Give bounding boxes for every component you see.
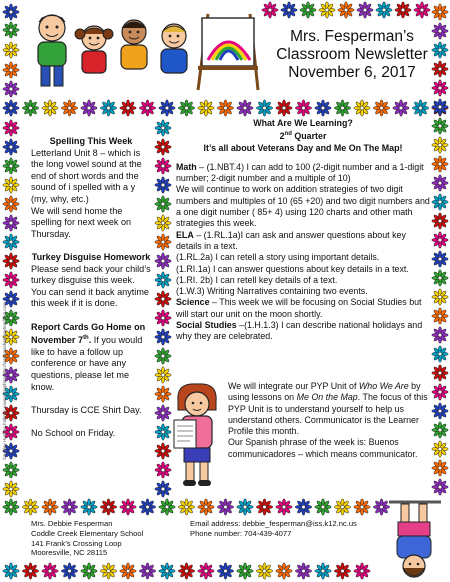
flower-decoration	[432, 346, 448, 362]
flower-decoration	[432, 175, 448, 191]
flower-decoration	[3, 81, 19, 97]
flower-decoration	[3, 462, 19, 478]
email-link[interactable]: debbie_fesperman@iss.k12.nc.us	[242, 519, 357, 528]
flower-decoration	[414, 2, 430, 18]
right-column	[176, 118, 430, 343]
pyp-paragraph: We will integrate our PYP Unit of Who We Are by using lessons on Me On the Map. The focus of this PYP Unit is to understand yourself to help us understand others. Communicator is the Learner Profile this month.	[228, 381, 428, 437]
shirt-day-note: Thursday is CCE Shirt Day.	[31, 404, 142, 415]
flower-decoration	[155, 177, 171, 193]
flower-decoration	[22, 563, 38, 579]
social-studies-text: Social Studies –(1.H.1.3) I can describe national holidays and why they are celebrated.	[176, 320, 423, 342]
flower-decoration	[159, 100, 175, 116]
turkey-text: Please send back your child’s turkey disguise this week. You can send it back anytime this week if it is done.	[31, 263, 151, 309]
flower-decoration	[432, 327, 448, 343]
title-teacher: Mrs. Fesperman’s	[290, 28, 414, 45]
report-card-note: Report Cards Go Home on November 7th. If you would like to have a follow up conference or have any questions, please let me know.	[31, 321, 146, 392]
flower-decoration	[432, 479, 448, 495]
flower-decoration	[276, 499, 292, 515]
flower-decoration	[155, 291, 171, 307]
phone-number: 704-439-4077	[244, 528, 292, 538]
flower-decoration	[198, 563, 214, 579]
flower-decoration	[3, 120, 19, 136]
math-text-2: We will continue to work on addition strategies of two digit numbers and multiples of 10 (65 +20) and two digit numbers and a one digit number ( 85+ 4) using 120 charts and other math strategies this week.	[176, 184, 430, 229]
flower-decoration	[81, 563, 97, 579]
flower-decoration	[237, 563, 253, 579]
flower-decoration	[432, 289, 448, 305]
flower-decoration	[3, 158, 19, 174]
no-school-note: No School on Friday.	[31, 427, 116, 438]
teacher-name: Mrs. Debbie Fesperman	[31, 519, 113, 528]
flower-decoration	[338, 2, 354, 18]
flower-decoration	[61, 563, 77, 579]
learning-heading: What Are We Learning?	[253, 118, 353, 128]
flower-decoration	[276, 563, 292, 579]
flower-decoration	[217, 499, 233, 515]
flower-decoration	[334, 100, 350, 116]
theme-heading: It’s all about Veterans Day and Me On The Map!	[203, 142, 403, 153]
flower-decoration	[155, 120, 171, 136]
flower-decoration	[100, 563, 116, 579]
flower-decoration	[281, 2, 297, 18]
spanish-phrase-text: Our Spanish phrase of the week is: Buenos communicadores – which means communicator.	[228, 437, 418, 459]
flower-decoration	[217, 100, 233, 116]
flower-decoration	[155, 348, 171, 364]
flower-decoration	[100, 100, 116, 116]
ela-text-5: (1.W.3) Writing Narratives containing two events.	[176, 286, 368, 297]
flower-decoration	[139, 499, 155, 515]
flower-decoration	[155, 158, 171, 174]
flower-decoration	[3, 481, 19, 497]
teacher-address	[31, 519, 143, 558]
flower-decoration	[3, 42, 19, 58]
flower-decoration	[295, 100, 311, 116]
flower-decoration	[432, 4, 448, 20]
turkey-heading: Turkey Disguise Homework	[31, 251, 151, 262]
flower-decoration	[22, 100, 38, 116]
flower-decoration	[354, 499, 370, 515]
flower-decoration	[432, 194, 448, 210]
flower-decoration	[432, 441, 448, 457]
math-text: Math – (1.NBT.4) I can add to 100 (2-digit number and a 1-digit number; 2-digit number and a multiple of 10)	[176, 161, 424, 184]
flower-decoration	[3, 62, 19, 78]
flower-decoration	[3, 196, 19, 212]
quarter-heading: 2nd Quarter	[279, 131, 327, 142]
flower-decoration	[155, 329, 171, 345]
flower-decoration	[155, 253, 171, 269]
flower-decoration	[217, 563, 233, 579]
flower-decoration	[81, 499, 97, 515]
flower-decoration	[155, 310, 171, 326]
flower-decoration	[120, 563, 136, 579]
flower-decoration	[155, 196, 171, 212]
science-text: Science – This week we will be focusing on Social Studies but will start our unit on the moon shortly.	[176, 297, 422, 319]
flower-decoration	[432, 99, 448, 115]
phone-line: Phone number: 704-439-4077	[190, 528, 292, 538]
flower-decoration	[256, 499, 272, 515]
flower-decoration	[295, 563, 311, 579]
ela-text: ELA – (1.RL.1a)I can ask and answer questions about key details in a text.	[176, 229, 406, 251]
flower-decoration	[198, 499, 214, 515]
flower-decoration	[42, 563, 58, 579]
flower-decoration	[42, 100, 58, 116]
school-name: Coddle Creek Elementary School	[31, 528, 144, 538]
flower-decoration	[256, 100, 272, 116]
flower-decoration	[315, 499, 331, 515]
flower-decoration	[432, 460, 448, 476]
flower-decoration	[178, 499, 194, 515]
report-heading: Report Cards Go Home on November 7th.	[31, 321, 146, 346]
classroom-kids-clipart	[22, 4, 262, 94]
flower-decoration	[3, 177, 19, 193]
email-line: Email address: debbie_fesperman@iss.k12.nc.us	[190, 519, 357, 528]
flower-decoration	[276, 100, 292, 116]
left-column	[31, 136, 151, 451]
ela-text-4: (1.RI. 2b) I can retell key details of a text.	[176, 274, 338, 285]
flower-decoration	[432, 137, 448, 153]
flower-decoration	[300, 2, 316, 18]
flower-decoration	[262, 2, 278, 18]
flower-decoration	[376, 2, 392, 18]
flower-decoration	[295, 499, 311, 515]
flower-decoration	[432, 365, 448, 381]
flower-decoration	[395, 2, 411, 18]
newsletter-title	[262, 28, 442, 82]
flower-decoration	[3, 499, 19, 515]
title-newsletter: Classroom Newsletter	[276, 46, 428, 63]
flower-decoration	[155, 215, 171, 231]
flower-decoration	[432, 80, 448, 96]
flower-decoration	[412, 100, 428, 116]
flower-decoration	[3, 272, 19, 288]
flower-decoration	[139, 563, 155, 579]
flower-decoration	[120, 499, 136, 515]
flower-decoration	[178, 563, 194, 579]
ela-text-3: (1.RI.1a) I can answer questions about key details in a text.	[176, 263, 409, 274]
flower-decoration	[256, 563, 272, 579]
title-date: November 6, 2017	[288, 64, 416, 81]
flower-decoration	[155, 234, 171, 250]
flower-decoration	[198, 100, 214, 116]
flower-decoration	[120, 100, 136, 116]
contact-info	[190, 519, 357, 539]
flower-decoration	[432, 270, 448, 286]
flower-decoration	[159, 563, 175, 579]
copyright-credit: ©Ashley Hughes Falling Leaves Graphics http://www.teacherspayteachers.com	[2, 302, 7, 460]
flower-decoration	[100, 499, 116, 515]
flower-decoration	[3, 139, 19, 155]
flower-decoration	[334, 563, 350, 579]
flower-decoration	[61, 100, 77, 116]
flower-decoration	[432, 251, 448, 267]
flower-decoration	[334, 499, 350, 515]
flower-decoration	[3, 234, 19, 250]
flower-decoration	[432, 308, 448, 324]
flower-decoration	[315, 563, 331, 579]
flower-decoration	[3, 22, 19, 38]
flower-decoration	[432, 403, 448, 419]
spelling-text-2: We will send home the spelling for next week on Thursday.	[31, 205, 132, 239]
flower-decoration	[432, 156, 448, 172]
flower-decoration	[3, 215, 19, 231]
ela-text-2: (1.RL.2a) I can retell a story using important details.	[176, 252, 380, 263]
flower-decoration	[22, 499, 38, 515]
flower-decoration	[3, 563, 19, 579]
flower-decoration	[159, 499, 175, 515]
flower-decoration	[81, 100, 97, 116]
upside-down-kid-clipart	[385, 498, 445, 580]
city-state-zip: Mooresville, NC 28115	[31, 548, 108, 558]
flower-decoration	[139, 100, 155, 116]
flower-decoration	[155, 272, 171, 288]
flower-decoration	[357, 2, 373, 18]
spelling-text: Letterland Unit 8 – which is the long vowel sound at the end of short words and the sound of i spelled with a y (my, why, etc.)	[31, 147, 142, 204]
pyp-unit-text	[228, 381, 432, 460]
flower-decoration	[42, 499, 58, 515]
flower-decoration	[432, 118, 448, 134]
flower-decoration	[354, 100, 370, 116]
flower-decoration	[393, 100, 409, 116]
flower-decoration	[432, 384, 448, 400]
flower-decoration	[3, 100, 19, 116]
spelling-heading: Spelling This Week	[49, 136, 133, 146]
flower-decoration	[432, 232, 448, 248]
flower-decoration	[373, 100, 389, 116]
flower-decoration	[61, 499, 77, 515]
flower-decoration	[237, 499, 253, 515]
flower-decoration	[155, 139, 171, 155]
flower-decoration	[3, 253, 19, 269]
flower-decoration	[432, 213, 448, 229]
flower-decoration	[432, 422, 448, 438]
flower-decoration	[354, 563, 370, 579]
flower-decoration	[315, 100, 331, 116]
student-holding-paper-clipart	[168, 380, 226, 490]
flower-decoration	[319, 2, 335, 18]
flower-decoration	[237, 100, 253, 116]
flower-decoration	[178, 100, 194, 116]
flower-decoration	[3, 4, 19, 20]
street-address: 141 Frank’s Crossing Loop	[31, 538, 122, 548]
